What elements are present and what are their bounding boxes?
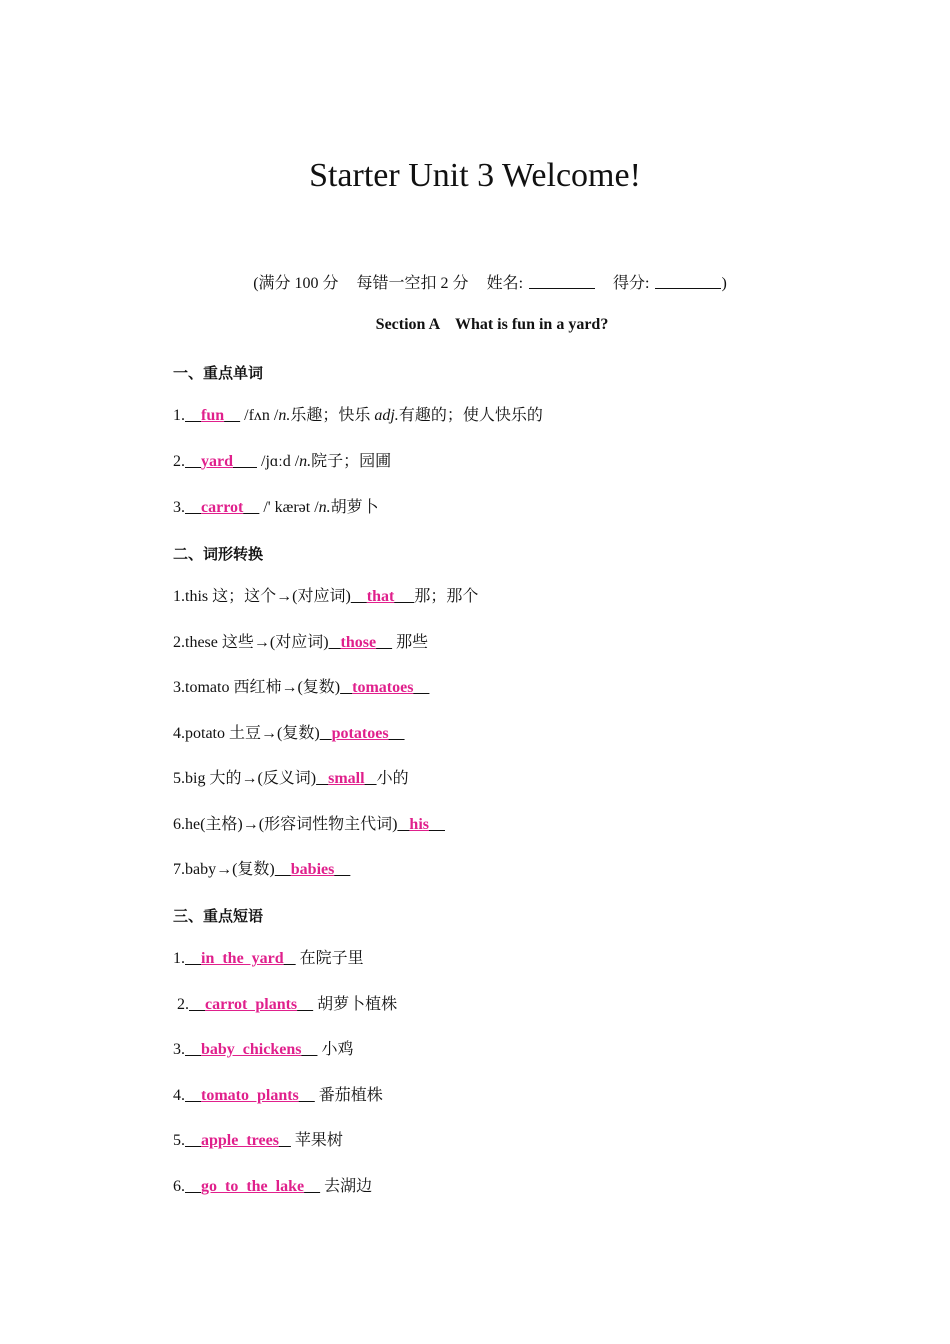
phrase-item xyxy=(173,1176,372,1198)
answer-blank[interactable] xyxy=(275,861,351,878)
answer-text: carrot plants xyxy=(205,996,298,1013)
phrase-item xyxy=(173,1085,383,1107)
conversion-item xyxy=(173,859,350,881)
answer-blank[interactable] xyxy=(185,1178,320,1195)
answer-blank[interactable] xyxy=(185,407,240,424)
full-score-text: (满分 100 分 xyxy=(253,275,339,292)
item-number: 3. xyxy=(173,499,185,516)
item-prompt: 7.baby→(复数) xyxy=(173,861,275,878)
answer-blank[interactable] xyxy=(189,996,313,1013)
phrase-meaning: 番茄植株 xyxy=(314,1087,383,1104)
phrase-meaning: 在院子里 xyxy=(295,950,364,967)
word-item xyxy=(173,405,543,427)
deduction-rule-text: 每错一空扣 2 分 xyxy=(356,275,469,292)
answer-text: his xyxy=(409,816,429,833)
answer-text: fun xyxy=(201,407,225,424)
item-number: 1. xyxy=(173,950,185,967)
answer-blank[interactable] xyxy=(185,499,259,516)
close-paren: ) xyxy=(721,275,727,292)
part2-heading: 二、词形转换 xyxy=(173,545,264,563)
answer-blank[interactable] xyxy=(329,634,393,651)
item-number: 1. xyxy=(173,407,185,424)
answer-text: baby chickens xyxy=(201,1041,302,1058)
answer-text: small xyxy=(328,770,365,787)
page-title: Starter Unit 3 Welcome! xyxy=(309,157,641,194)
part3-heading: 三、重点短语 xyxy=(173,907,264,925)
meaning: 乐趣；快乐 xyxy=(290,407,375,424)
score-line xyxy=(0,270,950,293)
phrase-item xyxy=(173,1130,343,1152)
conversion-item xyxy=(173,677,429,699)
phrase-meaning: 去湖边 xyxy=(320,1178,373,1195)
phonetic: /jɑːd / xyxy=(257,453,300,470)
part-of-speech: adj. xyxy=(374,407,399,424)
part-of-speech: n. xyxy=(299,453,312,470)
item-number: 2. xyxy=(173,996,189,1013)
conversion-item xyxy=(173,814,445,836)
phrase-item xyxy=(173,994,397,1016)
word-item xyxy=(173,497,379,519)
meaning: 胡萝卜 xyxy=(330,499,379,516)
phrase-item xyxy=(173,948,364,970)
conversion-item xyxy=(173,586,478,608)
phrase-meaning: 苹果树 xyxy=(290,1132,343,1149)
item-prompt: 5.big 大的→(反义词) xyxy=(173,770,317,787)
score-label: 得分: xyxy=(613,275,650,292)
item-prompt: 6.he(主格)→(形容词性物主代词) xyxy=(173,816,398,833)
answer-blank[interactable] xyxy=(185,1041,317,1058)
answer-blank[interactable] xyxy=(185,453,257,470)
answer-text: babies xyxy=(290,861,335,878)
part-of-speech: n. xyxy=(318,499,331,516)
answer-text: carrot xyxy=(201,499,244,516)
answer-blank[interactable] xyxy=(185,950,296,967)
phonetic: /' kærət / xyxy=(259,499,319,516)
conversion-item xyxy=(173,723,405,745)
phonetic: /fʌn / xyxy=(240,407,279,424)
name-blank[interactable] xyxy=(529,274,595,289)
answer-text: tomatoes xyxy=(352,679,414,696)
answer-text: that xyxy=(366,588,395,605)
answer-text: go to the lake xyxy=(201,1178,305,1195)
score-blank[interactable] xyxy=(655,274,721,289)
answer-text: those xyxy=(340,634,377,651)
item-number: 3. xyxy=(173,1041,185,1058)
meaning: 院子；园圃 xyxy=(311,453,392,470)
section-title: Section A What is fun in a yard? xyxy=(375,316,609,333)
item-prompt: 3.tomato 西红柿→(复数) xyxy=(173,679,341,696)
phrase-meaning: 胡萝卜植株 xyxy=(313,996,398,1013)
answer-text: yard xyxy=(201,453,233,470)
answer-blank[interactable] xyxy=(320,725,405,742)
word-item xyxy=(173,451,391,473)
conversion-item xyxy=(173,768,409,790)
phrase-meaning: 小鸡 xyxy=(317,1041,354,1058)
answer-text: apple trees xyxy=(201,1132,279,1149)
meaning: 有趣的；使人快乐的 xyxy=(398,407,543,424)
name-label: 姓名: xyxy=(486,275,524,292)
answer-blank[interactable] xyxy=(185,1087,315,1104)
part1-heading: 一、重点单词 xyxy=(173,364,264,382)
item-number: 2. xyxy=(173,453,185,470)
answer-text: in the yard xyxy=(201,950,284,967)
item-number: 6. xyxy=(173,1178,185,1195)
item-prompt: 2.these 这些→(对应词) xyxy=(173,634,329,651)
item-number: 5. xyxy=(173,1132,185,1149)
answer-text: potatoes xyxy=(331,725,389,742)
conversion-item xyxy=(173,632,428,654)
phrase-item xyxy=(173,1039,353,1061)
answer-blank[interactable] xyxy=(340,679,429,696)
answer-blank[interactable] xyxy=(397,816,445,833)
answer-blank[interactable] xyxy=(316,770,376,787)
item-meaning: 那；那个 xyxy=(414,588,479,605)
answer-text: tomato plants xyxy=(201,1087,299,1104)
item-meaning: 那些 xyxy=(392,634,429,651)
item-prompt: 4.potato 土豆→(复数) xyxy=(173,725,320,742)
part-of-speech: n. xyxy=(278,407,291,424)
item-meaning: 小的 xyxy=(376,770,409,787)
answer-blank[interactable] xyxy=(185,1132,291,1149)
item-prompt: 1.this 这；这个→(对应词) xyxy=(173,588,351,605)
item-number: 4. xyxy=(173,1087,185,1104)
answer-blank[interactable] xyxy=(351,588,415,605)
